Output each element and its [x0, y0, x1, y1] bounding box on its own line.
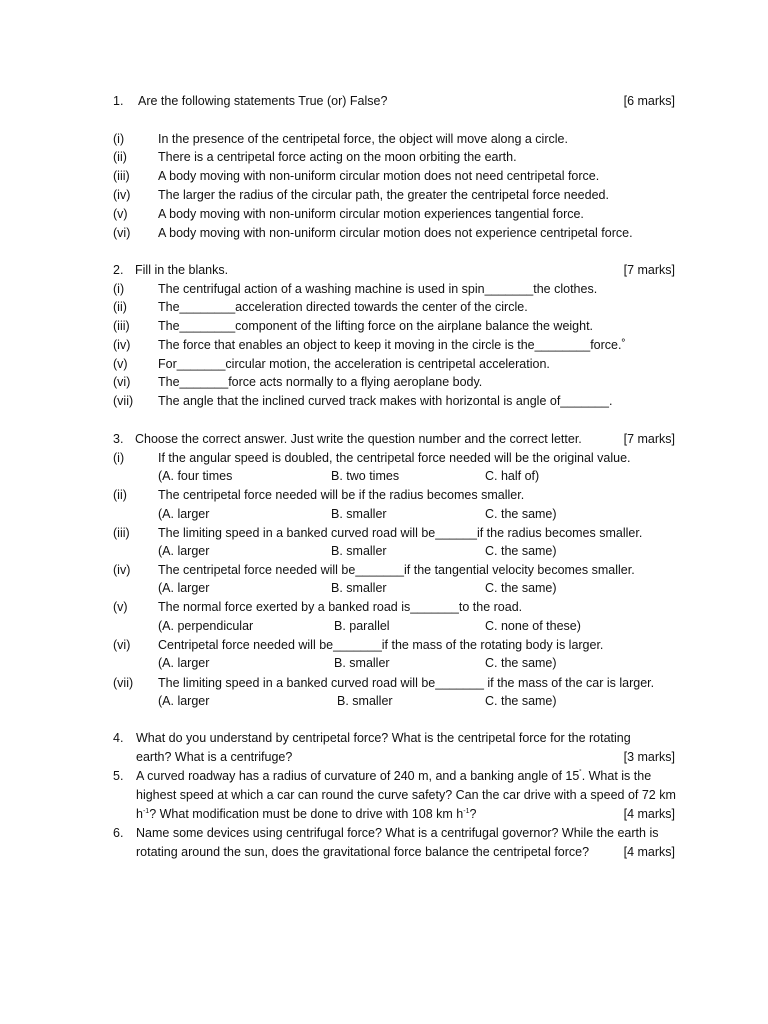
q5-line3 — [136, 807, 476, 822]
q3-option-b: B. parallel — [334, 619, 390, 633]
q1-item-text: The larger the radius of the circular path, the greater the centripetal force needed. — [158, 188, 609, 202]
q3-option-c: C. the same) — [485, 581, 557, 595]
q3-title: Choose the correct answer. Just write the question number and the correct letter. — [135, 432, 582, 446]
q3-option-b: B. two times — [331, 469, 400, 483]
q2-item-text: For_______circular motion, the acceleration is centripetal acceleration. — [158, 357, 550, 371]
q2-item-text: The________component of the lifting force on the airplane balance the weight. — [158, 319, 594, 333]
q3-item-text: If the angular speed is doubled, the centripetal force needed will be the original value. — [158, 451, 631, 465]
q2-item-text: The force that enables an object to keep it moving in the circle is the________force.˚ — [158, 338, 626, 352]
q1-item-text: A body moving with non-uniform circular motion does not need centripetal force. — [158, 169, 600, 183]
q6-line1: Name some devices using centrifugal force? What is a centrifugal governor? While the earth is — [136, 826, 659, 840]
q2-item-text: The centrifugal action of a washing machine is used in spin_______the clothes. — [158, 282, 598, 296]
q3-option-a: (A. larger — [158, 544, 210, 558]
q2-item-label: (v) — [113, 357, 128, 371]
q3-item-label: (ii) — [113, 488, 127, 502]
q3-item-label: (vii) — [113, 676, 134, 690]
q3-option-a: (A. four times — [158, 469, 233, 483]
q3-item-label: (i) — [113, 451, 125, 465]
q3-option-a: (A. larger — [158, 694, 210, 708]
q1-item-text: A body moving with non-uniform circular motion does not experience centripetal force. — [158, 226, 633, 240]
q2-marks: [7 marks] — [623, 263, 675, 277]
q3-option-b: B. smaller — [331, 544, 387, 558]
q5-line1 — [136, 769, 651, 784]
q6-marks: [4 marks] — [623, 845, 675, 859]
q3-option-c: C. the same) — [485, 544, 557, 558]
q3-item-text: The centripetal force needed will be_______if the tangential velocity becomes smaller. — [158, 563, 635, 577]
q1-title: Are the following statements True (or) False? — [138, 94, 388, 108]
q5-number: 5. — [113, 769, 124, 783]
q2-title: Fill in the blanks. — [135, 263, 229, 277]
q4-number: 4. — [113, 731, 124, 745]
q2-item-label: (ii) — [113, 300, 127, 314]
q3-option-c: C. the same) — [485, 694, 557, 708]
q5-line2: highest speed at which a car can round the curve safety? Can the car drive with a speed of 72 km — [136, 788, 676, 802]
q2-item-label: (iv) — [113, 338, 131, 352]
superscript: -1 — [142, 807, 150, 815]
q3-item-text: The centripetal force needed will be if the radius becomes smaller. — [158, 488, 525, 502]
q1-item-text: There is a centripetal force acting on the moon orbiting the earth. — [158, 150, 517, 164]
q3-option-a: (A. larger — [158, 581, 210, 595]
q1-marks: [6 marks] — [623, 94, 675, 108]
q3-item-text: The normal force exerted by a banked road is_______to the road. — [158, 600, 523, 614]
q4-line2: earth? What is a centrifuge? — [136, 750, 293, 764]
q3-option-c: C. the same) — [485, 656, 557, 670]
q3-option-c: C. none of these) — [485, 619, 581, 633]
q3-item-text: The limiting speed in a banked curved road will be_______ if the mass of the car is larger. — [158, 676, 655, 690]
q1-item-label: (i) — [113, 132, 125, 146]
q3-option-b: B. smaller — [331, 581, 387, 595]
q3-item-label: (vi) — [113, 638, 131, 652]
q3-item-label: (v) — [113, 600, 128, 614]
q5-line1-text: . What is the — [581, 769, 652, 783]
q3-option-b: B. smaller — [334, 656, 390, 670]
q5-line3-text: ? — [469, 807, 477, 821]
q3-item-text: The limiting speed in a banked curved road will be______if the radius becomes smaller. — [158, 526, 643, 540]
q2-number: 2. — [113, 263, 124, 277]
q2-item-label: (iii) — [113, 319, 130, 333]
q2-item-text: The________acceleration directed towards the center of the circle. — [158, 300, 528, 314]
q3-option-b: B. smaller — [337, 694, 393, 708]
q2-item-label: (i) — [113, 282, 125, 296]
q5-line3-text: ? What modification must be done to drive with 108 km h — [149, 807, 464, 821]
q1-item-label: (ii) — [113, 150, 127, 164]
q2-item-text: The_______force acts normally to a flying aeroplane body. — [158, 375, 483, 389]
q3-option-c: C. the same) — [485, 507, 557, 521]
q5-marks: [4 marks] — [623, 807, 675, 821]
q3-option-b: B. smaller — [331, 507, 387, 521]
q1-item-text: A body moving with non-uniform circular motion experiences tangential force. — [158, 207, 584, 221]
q1-item-label: (vi) — [113, 226, 131, 240]
q3-option-a: (A. larger — [158, 507, 210, 521]
q3-item-label: (iii) — [113, 526, 130, 540]
q6-number: 6. — [113, 826, 124, 840]
q3-option-c: C. half of) — [485, 469, 540, 483]
q3-number: 3. — [113, 432, 124, 446]
degree-symbol: ˚ — [579, 769, 582, 777]
q1-item-text: In the presence of the centripetal force, the object will move along a circle. — [158, 132, 568, 146]
q2-item-label: (vii) — [113, 394, 134, 408]
q3-marks: [7 marks] — [623, 432, 675, 446]
q3-option-a: (A. perpendicular — [158, 619, 254, 633]
q1-item-label: (iii) — [113, 169, 130, 183]
q2-item-text: The angle that the inclined curved track makes with horizontal is angle of_______. — [158, 394, 613, 408]
q4-line1: What do you understand by centripetal force? What is the centripetal force for the rotating — [136, 731, 631, 745]
q1-item-label: (iv) — [113, 188, 131, 202]
q1-item-label: (v) — [113, 207, 128, 221]
q6-line2: rotating around the sun, does the gravitational force balance the centripetal force? — [136, 845, 590, 859]
q5-line1-text: A curved roadway has a radius of curvature of 240 m, and a banking angle of 15 — [136, 769, 580, 783]
superscript: -1 — [463, 807, 470, 815]
q3-option-a: (A. larger — [158, 656, 210, 670]
q2-item-label: (vi) — [113, 375, 131, 389]
q3-item-text: Centripetal force needed will be_______if the mass of the rotating body is larger. — [158, 638, 604, 652]
q5-line3-text: h — [136, 807, 143, 821]
q3-item-label: (iv) — [113, 563, 131, 577]
q4-marks: [3 marks] — [623, 750, 675, 764]
q1-number: 1. — [113, 94, 124, 108]
